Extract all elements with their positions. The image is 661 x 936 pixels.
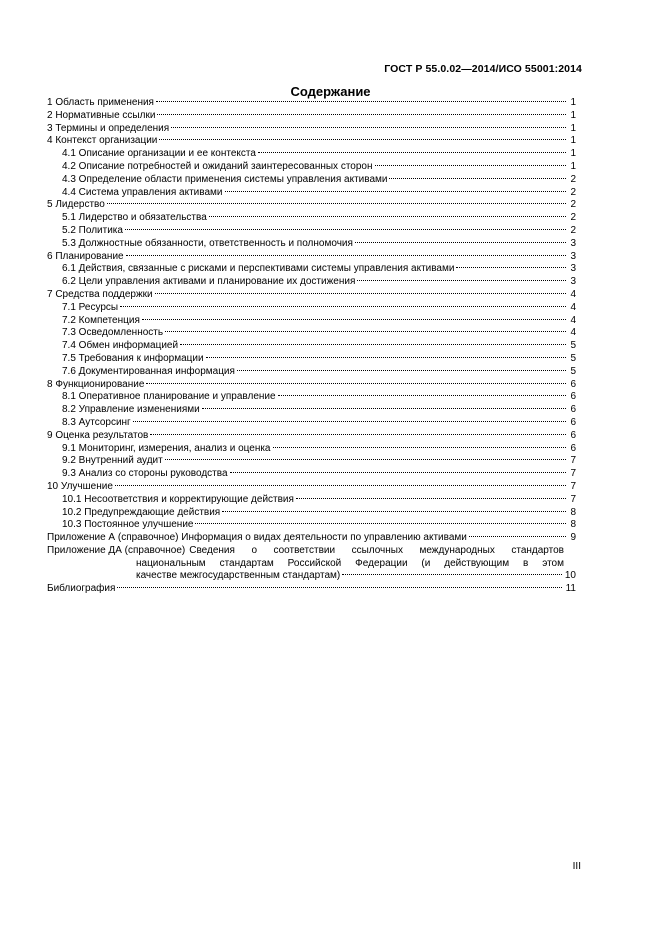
toc-entry-text: 4 Контекст организации <box>47 135 158 147</box>
toc-leader-dots <box>159 139 566 140</box>
toc-leader-dots <box>206 357 566 358</box>
toc-entry-text: 9 Оценка результатов <box>47 429 149 441</box>
toc-entry-text: 7.1 Ресурсы <box>62 301 119 313</box>
toc-page-number: 5 <box>570 365 576 377</box>
toc-leader-dots <box>133 421 566 422</box>
toc-leader-dots <box>202 408 566 409</box>
toc-page-number: 7 <box>570 455 576 467</box>
toc-entry[interactable] <box>47 340 576 353</box>
toc-entry-text: 8.2 Управление изменениями <box>62 404 200 416</box>
toc-entry[interactable] <box>47 519 576 532</box>
toc-entry[interactable] <box>47 315 576 328</box>
toc-leader-dots <box>273 447 567 448</box>
toc-page-number: 3 <box>570 237 576 249</box>
toc-entry[interactable] <box>47 379 576 392</box>
toc-entry-text: 4.2 Описание потребностей и ожиданий заинтересованных сторон <box>62 160 373 172</box>
toc-leader-dots <box>120 306 566 307</box>
toc-entry-text: 7.4 Обмен информацией <box>62 340 179 352</box>
toc-entry-bibliography[interactable] <box>47 583 576 596</box>
toc-leader-dots <box>165 459 566 460</box>
toc-leader-dots <box>156 101 566 102</box>
toc-leader-dots <box>117 587 562 588</box>
toc-page-number: 1 <box>570 109 576 121</box>
toc-leader-dots <box>171 127 566 128</box>
toc-page-number: 6 <box>570 442 576 454</box>
toc-page-number: 1 <box>570 148 576 160</box>
toc-entry-text: 10.2 Предупреждающие действия <box>62 506 221 518</box>
toc-page-number: 11 <box>565 583 576 595</box>
toc-entry-text: 9.2 Внутренний аудит <box>62 455 163 467</box>
toc-entry[interactable] <box>47 97 576 110</box>
toc-entry-text: 10.3 Постоянное улучшение <box>62 519 194 531</box>
toc-entry[interactable] <box>47 148 576 161</box>
toc-entry[interactable] <box>47 187 576 200</box>
toc-page-number: 1 <box>570 160 576 172</box>
toc-entry[interactable] <box>47 251 576 264</box>
toc-entry-text: 7.3 Осведомленность <box>62 327 164 339</box>
toc-entry-text: 8 Функционирование <box>47 378 145 390</box>
toc-leader-dots <box>142 319 566 320</box>
toc-entry[interactable] <box>47 123 576 136</box>
toc-page-number: 1 <box>570 135 576 147</box>
toc-leader-dots <box>278 395 566 396</box>
toc-entry[interactable] <box>47 391 576 404</box>
toc-leader-dots <box>209 216 566 217</box>
toc-entry-text: 7 Средства поддержки <box>47 288 153 300</box>
toc-entry-text: 6.2 Цели управления активами и планирование их достижения <box>62 276 356 288</box>
toc-leader-dots <box>225 191 567 192</box>
toc-entry-text: 4.3 Определение области применения системы управления активами <box>62 173 388 185</box>
toc-entry[interactable] <box>47 443 576 456</box>
toc-entry-text: 10.1 Несоответствия и корректирующие действия <box>62 493 294 505</box>
page-number: III <box>572 861 581 872</box>
toc-entry[interactable] <box>47 430 576 443</box>
toc-page-number: 6 <box>570 429 576 441</box>
toc-page-number: 3 <box>570 276 576 288</box>
toc-entry-appendix-da[interactable] <box>47 545 576 558</box>
toc-leader-dots <box>115 485 566 486</box>
toc-leader-dots <box>456 267 566 268</box>
toc-page-number: 4 <box>570 327 576 339</box>
toc-page-number: 7 <box>570 480 576 492</box>
toc-leader-dots <box>107 203 566 204</box>
toc-entry[interactable] <box>47 302 576 315</box>
toc-entry[interactable] <box>47 225 576 238</box>
toc-entry[interactable] <box>47 327 576 340</box>
toc-entry[interactable] <box>47 161 576 174</box>
toc-leader-dots <box>180 344 566 345</box>
toc-page-number: 3 <box>570 250 576 262</box>
toc-entry-appendix-da-line2: национальным стандартам Российской Федерации (и действующим в этом <box>136 557 564 569</box>
toc-entry[interactable] <box>47 212 576 225</box>
toc-page-number: 2 <box>570 212 576 224</box>
toc-entry-text: 5.1 Лидерство и обязательства <box>62 212 207 224</box>
toc-entry[interactable] <box>47 353 576 366</box>
toc-leader-dots <box>230 472 566 473</box>
toc-entry-text: 8.1 Оперативное планирование и управление <box>62 391 276 403</box>
toc-entry[interactable] <box>47 276 576 289</box>
toc-page-number: 6 <box>570 404 576 416</box>
toc-page-number: 4 <box>570 288 576 300</box>
toc-entry[interactable] <box>47 238 576 251</box>
toc-entry[interactable] <box>47 263 576 276</box>
toc-entry-text: 3 Термины и определения <box>47 122 170 134</box>
toc-leader-dots <box>296 498 566 499</box>
toc-entry[interactable] <box>47 404 576 417</box>
toc-entry[interactable] <box>47 481 576 494</box>
toc-leader-dots <box>125 229 566 230</box>
toc-leader-dots <box>342 574 562 575</box>
toc-entry[interactable] <box>47 507 576 520</box>
toc-entry-text: 7.6 Документированная информация <box>62 365 235 377</box>
toc-leader-dots <box>195 523 566 524</box>
toc-entry-appendix-da-line1: Сведения о соответствии ссылочных международных стандартов <box>189 544 564 556</box>
toc-entry-text: 6 Планирование <box>47 250 124 262</box>
toc-entry-appendix-da-line3: качестве межгосударственным стандартам) <box>136 570 341 582</box>
toc-page-number: 6 <box>570 391 576 403</box>
toc-entry-text: 4.4 Система управления активами <box>62 186 223 198</box>
toc-entry[interactable] <box>47 494 576 507</box>
toc-entry-text: 8.3 Аутсорсинг <box>62 416 131 428</box>
toc-entry-text: 5 Лидерство <box>47 199 105 211</box>
toc-entry-text: 1 Область применения <box>47 97 154 108</box>
toc-entry-text: 7.2 Компетенция <box>62 314 140 326</box>
toc-entry-text: 9.1 Мониторинг, измерения, анализ и оценка <box>62 442 271 454</box>
toc-page-number: 5 <box>570 352 576 364</box>
toc-leader-dots <box>155 293 566 294</box>
toc-leader-dots <box>150 434 566 435</box>
toc-entry-text: Библиография <box>47 583 116 595</box>
toc-entry[interactable] <box>47 174 576 187</box>
toc-page-number: 7 <box>570 468 576 480</box>
toc-leader-dots <box>237 370 566 371</box>
toc-leader-dots <box>146 383 566 384</box>
toc-entry[interactable] <box>47 468 576 481</box>
toc-entry[interactable] <box>47 366 576 379</box>
toc-leader-dots <box>157 114 566 115</box>
toc-entry[interactable] <box>47 532 576 545</box>
toc-entry[interactable] <box>47 110 576 123</box>
toc-leader-dots <box>126 255 566 256</box>
toc-leader-dots <box>165 331 566 332</box>
toc-entry-text: 2 Нормативные ссылки <box>47 109 156 121</box>
toc-page-number: 4 <box>570 301 576 313</box>
toc-entry-text: 7.5 Требования к информации <box>62 352 204 364</box>
toc-page-number: 2 <box>570 173 576 185</box>
toc-page-number: 2 <box>570 186 576 198</box>
toc-page-number: 5 <box>570 340 576 352</box>
toc-page-number: 2 <box>570 224 576 236</box>
toc-leader-dots <box>469 536 566 537</box>
toc-entry[interactable] <box>47 289 576 302</box>
document-code: ГОСТ Р 55.0.02—2014/ИСО 55001:2014 <box>384 63 582 75</box>
toc-page-number: 1 <box>570 122 576 134</box>
toc-entry-text: 6.1 Действия, связанные с рисками и перспективами системы управления активами <box>62 263 455 275</box>
toc-page-number: 6 <box>570 416 576 428</box>
toc-title: Содержание <box>290 84 371 99</box>
toc-page-number: 8 <box>570 519 576 531</box>
toc-leader-dots <box>222 511 566 512</box>
toc-leader-dots <box>389 178 566 179</box>
table-of-contents <box>47 97 576 596</box>
toc-page-number: 4 <box>570 314 576 326</box>
toc-page-number: 9 <box>570 532 576 544</box>
toc-entry[interactable] <box>47 199 576 212</box>
toc-entry[interactable] <box>47 417 576 430</box>
toc-entry-appendix-da-lead: Приложение ДА (справочное) <box>47 544 186 556</box>
toc-page-number: 2 <box>570 199 576 211</box>
toc-entry-text: 9.3 Анализ со стороны руководства <box>62 468 228 480</box>
toc-leader-dots <box>357 280 566 281</box>
toc-leader-dots <box>355 242 566 243</box>
toc-entry-text: 5.3 Должностные обязанности, ответственность и полномочия <box>62 237 353 249</box>
toc-page-number: 7 <box>570 493 576 505</box>
toc-page-number: 3 <box>570 263 576 275</box>
toc-entry-text: Приложение А (справочное) Информация о видах деятельности по управлению активами <box>47 532 467 544</box>
toc-entry-text: 4.1 Описание организации и ее контекста <box>62 148 256 160</box>
toc-page-number: 8 <box>570 506 576 518</box>
toc-entry-text: 5.2 Политика <box>62 224 123 236</box>
toc-leader-dots <box>375 165 566 166</box>
toc-page-number: 1 <box>570 97 576 108</box>
toc-entry[interactable] <box>47 455 576 468</box>
toc-entry-text: 10 Улучшение <box>47 480 113 492</box>
toc-leader-dots <box>258 152 566 153</box>
toc-page-number: 10 <box>564 570 576 582</box>
toc-entry[interactable] <box>47 135 576 148</box>
toc-page-number: 6 <box>570 378 576 390</box>
